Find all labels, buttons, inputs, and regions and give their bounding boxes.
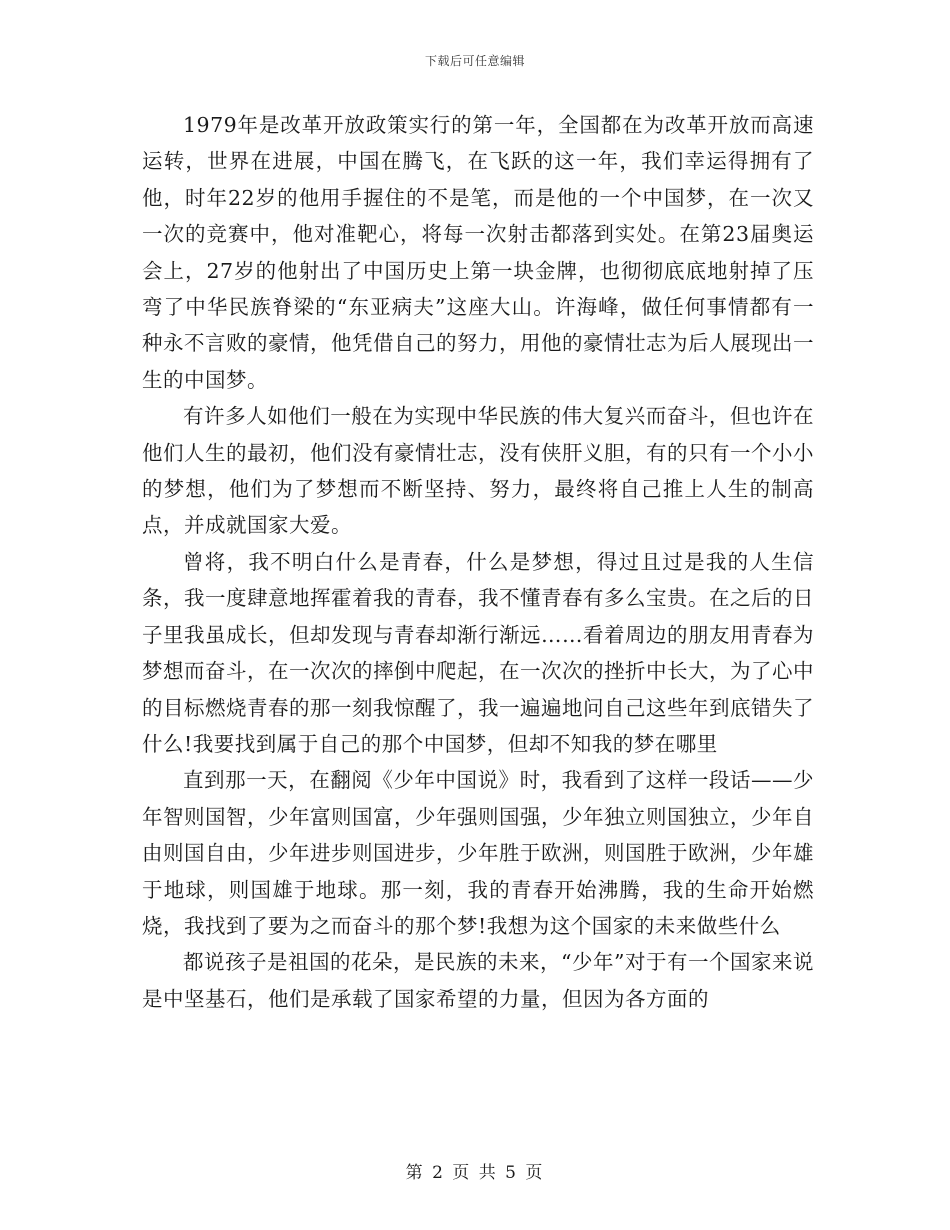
page-number-footer: 第 2 页 共 5 页 [405,1163,545,1183]
paragraph-1: 1979年是改革开放政策实行的第一年，全国都在为改革开放而高速运转，世界在进展，中国在腾飞，在飞跃的这一年，我们幸运得拥有了他，时年22岁的他用手握住的不是笔，而是他的一个中国梦，在一次又一次的竞赛中，他对准靶心，将每一次射击都落到实处。在第23届奥运会上，27岁的他射出了中国历史上第一块金牌，也彻彻底底地射掉了压弯了中华民族脊梁的“东亚病夫”这座大山。许海峰，做任何事情都有一种永不言败的豪情，他凭借自己的努力，用他的豪情壮志为后人展现出一生的中国梦。 [142,113,814,392]
paragraph-2: 有许多人如他们一般在为实现中华民族的伟大复兴而奋斗，但也许在他们人生的最初，他们没有豪情壮志，没有侠肝义胆，有的只有一个小小的梦想，他们为了梦想而不断坚持、努力，最终将自己推上人生的制高点，并成就国家大爱。 [142,404,814,538]
paragraph-3: 曾将，我不明白什么是青春，什么是梦想，得过且过是我的人生信条，我一度肆意地挥霍着我的青春，我不懂青春有多么宝贵。在之后的日子里我虽成长，但却发现与青春却渐行渐远……看着周边的朋友用青春为梦想而奋斗，在一次次的摔倒中爬起，在一次次的挫折中长大，为了心中的目标燃烧青春的那一刻我惊醒了，我一遍遍地问自己这些年到底错失了什么!我要找到属于自己的那个中国梦，但却不知我的梦在哪里 [142,549,814,756]
document-body [142,107,814,1017]
page-header: 下载后可任意编辑 [424,54,525,68]
paragraph-4: 直到那一天，在翻阅《少年中国说》时，我看到了这样一段话——少年智则国智，少年富则国富，少年强则国强，少年独立则国独立，少年自由则国自由，少年进步则国进步，少年胜于欧洲，则国胜于欧洲，少年雄于地球，则国雄于地球。那一刻，我的青春开始沸腾，我的生命开始燃烧，我找到了要为之而奋斗的那个梦!我想为这个国家的未来做些什么 [142,768,814,938]
paragraph-5: 都说孩子是祖国的花朵，是民族的未来，“少年”对于有一个国家来说是中坚基石，他们是承载了国家希望的力量，但因为各方面的 [142,950,814,1011]
